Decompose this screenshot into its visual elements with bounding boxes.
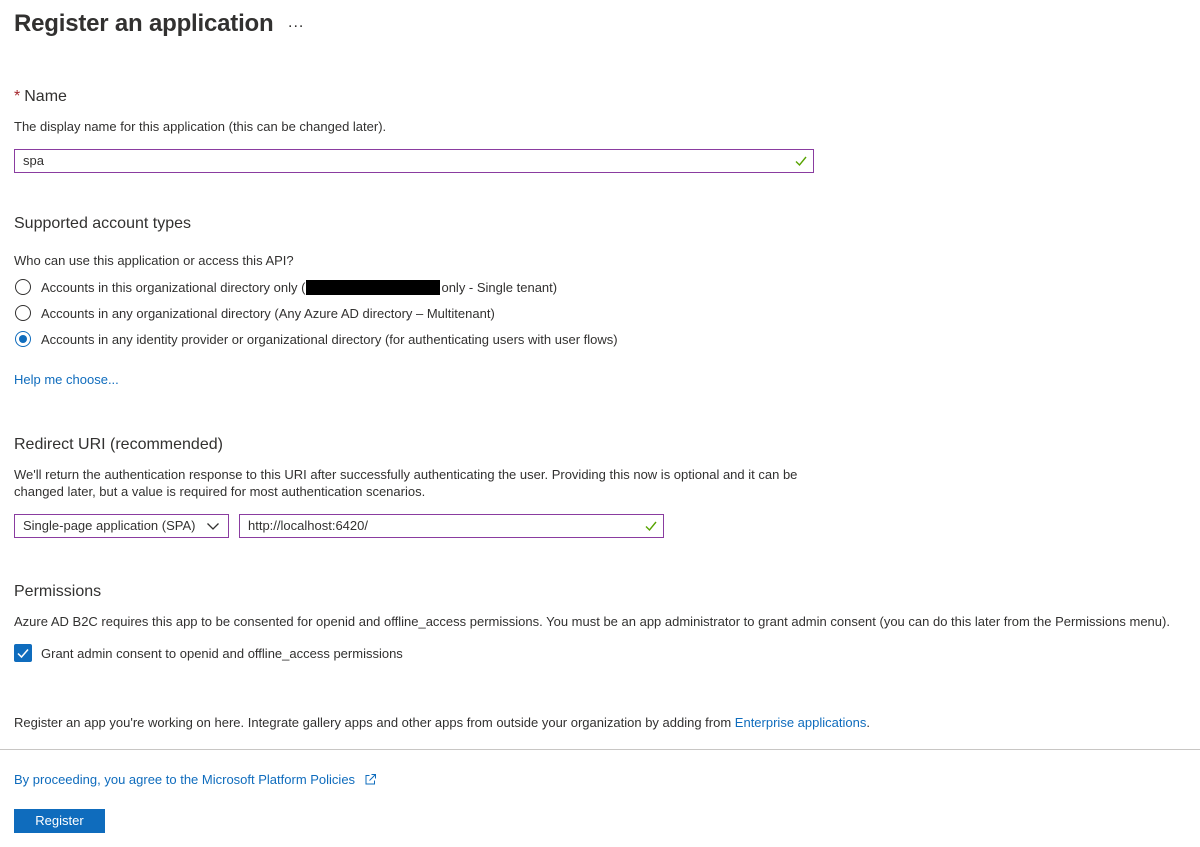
redirect-uri-input[interactable] (239, 514, 664, 538)
grant-consent-checkbox-row[interactable] (14, 644, 403, 662)
radio-any-identity-provider[interactable] (15, 331, 618, 347)
radio-button-selected[interactable] (15, 331, 31, 347)
external-link-icon (364, 773, 377, 786)
radio-multitenant-label: Accounts in any organizational directory (Any Azure AD directory – Multitenant) (41, 305, 495, 321)
redirect-uri-value: http://localhost:6420/ (248, 518, 368, 533)
platform-select[interactable] (14, 514, 229, 538)
platform-policies-link[interactable] (14, 772, 377, 787)
page-title: Register an application (14, 10, 274, 37)
radio-button[interactable] (15, 305, 31, 321)
required-marker: * (14, 88, 21, 105)
account-types-heading: Supported account types (14, 215, 192, 232)
redirect-description-line2: changed later, but a value is required for most authentication scenarios. (14, 484, 426, 499)
redacted-block (306, 280, 440, 295)
checkmark-icon (645, 520, 657, 532)
grant-consent-checkbox[interactable] (14, 644, 32, 662)
name-description: The display name for this application (this can be changed later). (14, 119, 387, 134)
redirect-heading: Redirect URI (recommended) (14, 436, 223, 453)
help-me-choose-link[interactable]: Help me choose... (14, 372, 119, 387)
checkmark-icon (795, 155, 807, 167)
radio-button[interactable] (15, 279, 31, 295)
enterprise-apps-note-end: . (866, 715, 870, 730)
redirect-description (14, 466, 834, 500)
platform-policies-link-text: By proceeding, you agree to the Microsoft Platform Policies (14, 772, 356, 787)
platform-select-value: Single-page application (SPA) (23, 518, 196, 533)
name-input[interactable] (14, 149, 814, 173)
register-button[interactable]: Register (14, 809, 105, 833)
radio-single-tenant-label: Accounts in this organizational directory only ( only - Single tenant) (41, 279, 558, 295)
permissions-description: Azure AD B2C requires this app to be consented for openid and offline_access permissions. You must be an app administrator to grant admin consent (you can do this later from the Permissions menu). (14, 614, 1170, 629)
name-heading (14, 88, 67, 106)
enterprise-applications-link[interactable]: Enterprise applications (734, 715, 867, 730)
account-types-question: Who can use this application or access this API? (14, 253, 294, 268)
radio-single-tenant[interactable] (15, 279, 557, 295)
chevron-down-icon (206, 519, 220, 533)
enterprise-apps-note-text: Register an app you're working on here. Integrate gallery apps and other apps from outside your organization by adding from (14, 715, 735, 730)
permissions-heading: Permissions (14, 583, 102, 600)
radio-multitenant[interactable] (15, 305, 495, 321)
more-options-button[interactable]: ... (288, 14, 305, 31)
enterprise-apps-note (14, 714, 870, 731)
footer-divider (0, 749, 1200, 750)
checkbox-check-icon (14, 644, 32, 662)
name-input-value: spa (23, 153, 44, 168)
name-heading-label: Name (24, 88, 67, 105)
grant-consent-label: Grant admin consent to openid and offline_access permissions (41, 645, 403, 661)
radio-any-identity-provider-label: Accounts in any identity provider or organizational directory (for authenticating users with user flows) (41, 331, 618, 347)
redirect-description-line1: We'll return the authentication response to this URI after successfully authenticating the user. Providing this now is optional and it can be (14, 467, 798, 482)
